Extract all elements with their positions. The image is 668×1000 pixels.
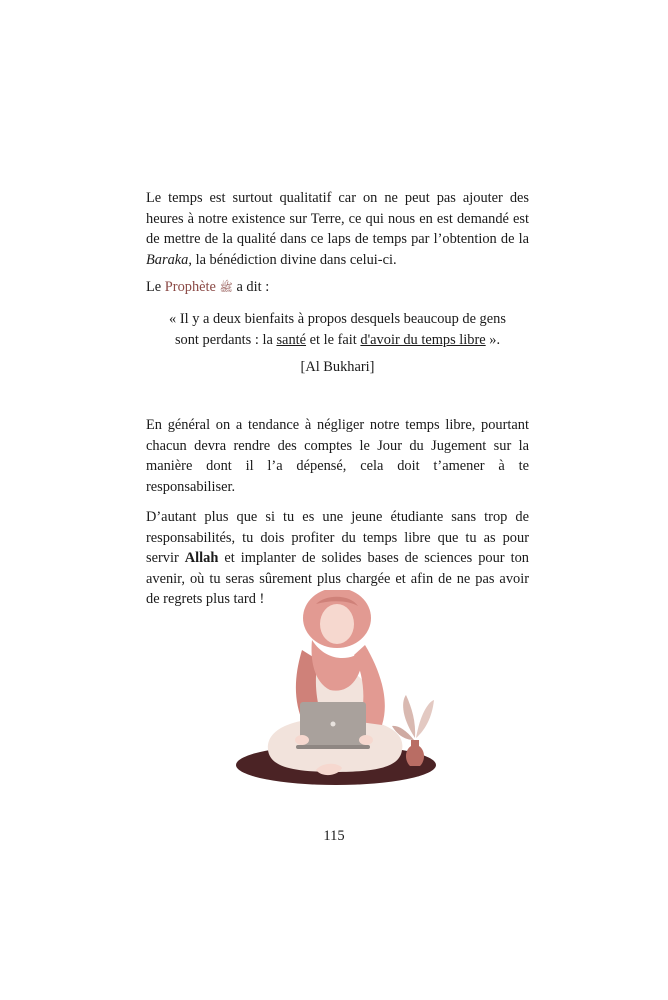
hadith-line2-start: sont perdants : la bbox=[174, 331, 277, 348]
paragraph2-text-start: Le bbox=[146, 279, 165, 295]
free-time-underlined: d'avoir du temps libre bbox=[360, 331, 486, 348]
baraka-term: Baraka bbox=[146, 251, 189, 268]
hadith-quote bbox=[150, 309, 525, 350]
vase-shape bbox=[406, 740, 424, 766]
hadith-line-2 bbox=[150, 330, 525, 351]
paragraph-time-quality bbox=[146, 188, 529, 270]
paragraph2-text-end: a dit : bbox=[232, 279, 270, 295]
hadith-line2-end: ». bbox=[485, 331, 501, 348]
health-underlined: santé bbox=[276, 331, 307, 348]
hand-left bbox=[295, 735, 309, 745]
laptop-logo bbox=[331, 722, 336, 727]
woman-with-laptop-icon bbox=[230, 590, 440, 790]
honorific-symbol: ﷺ bbox=[219, 281, 233, 294]
paragraph-free-time: En général on a tendance à négliger notre temps libre, pourtant chacun devra rendre des comptes le Jour du Jugement sur la manière dont il l’a dépensé, cela doit t’amener à te responsabiliser. bbox=[146, 417, 529, 495]
allah-bold: Allah bbox=[184, 550, 219, 567]
hadith-line-1: « Il y a deux bienfaits à propos desquels beaucoup de gens bbox=[169, 311, 506, 327]
face bbox=[320, 604, 354, 644]
laptop-base bbox=[296, 745, 370, 749]
plant-leaf-2 bbox=[416, 700, 434, 738]
paragraph4-text-start: D’autant plus que si tu es une jeune étudiante sans trop de responsabilités, tu dois profiter du temps libre que tu as pour servir bbox=[146, 509, 529, 567]
hadith-line2-mid: et le fait bbox=[306, 331, 361, 348]
paragraph4-text-end: et implanter de solides bases de sciences pour ton avenir, où tu seras sûrement plus chargée et afin de ne pas avoir de regrets plus tard ! bbox=[146, 550, 529, 608]
page-number: 115 bbox=[323, 828, 345, 844]
hadith-source: [Al Bukhari] bbox=[300, 359, 375, 375]
hand-right bbox=[359, 735, 373, 745]
prophet-label: Prophète bbox=[164, 279, 216, 295]
paragraph1-text-end: , la bénédiction divine dans celui-ci. bbox=[188, 251, 397, 268]
paragraph1-text-start: Le temps est surtout qualitatif car on ne peut pas ajouter des heures à notre existence sur Terre, ce qui nous en est demandé est de mettre de la qualité dans ce laps de temps par l’obtention de la bbox=[146, 190, 529, 248]
paragraph-prophet-said bbox=[146, 277, 529, 299]
